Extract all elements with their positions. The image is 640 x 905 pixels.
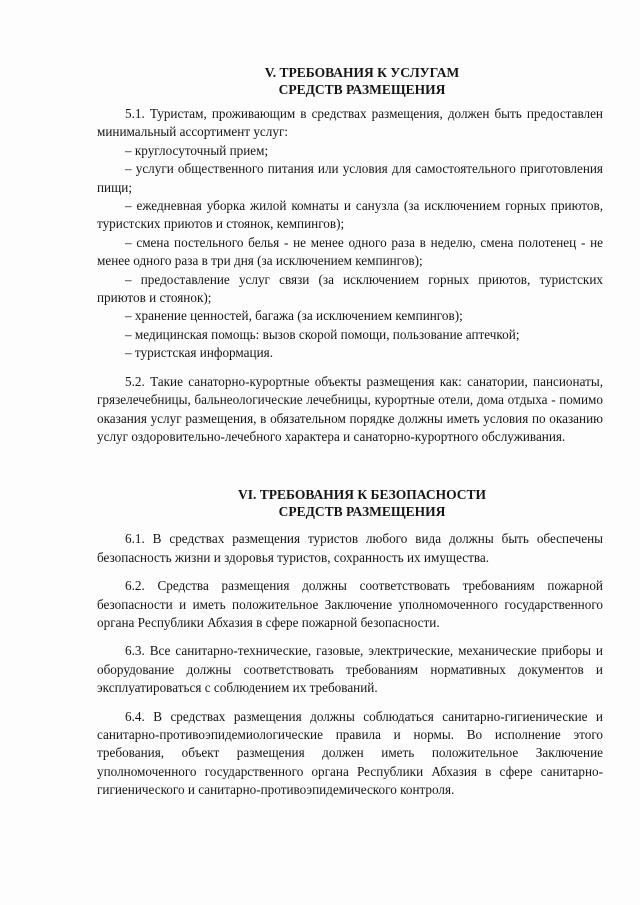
section-6-title-line-2: СРЕДСТВ РАЗМЕЩЕНИЯ	[278, 504, 446, 520]
list-item: – круглосуточный прием;	[125, 142, 269, 158]
list-item: – медицинская помощь: вызов скорой помощи, пользование аптечкой;	[125, 326, 520, 342]
section-5-title-line-1: V. ТРЕБОВАНИЯ К УСЛУГАМ	[264, 65, 460, 80]
document-page	[97, 64, 603, 800]
list-item: – услуги общественного питания или условия для самостоятельного приготовления пищи;	[97, 161, 603, 195]
paragraph-6-3: 6.3. Все санитарно-технические, газовые, электрические, механические приборы и оборудование должны соответствовать требованиям нормативных документов и эксплуатироваться с соблюдением их требований.	[97, 643, 603, 696]
list-item: – ежедневная уборка жилой комнаты и санузла (за исключением горных приютов, туристских приютов и стоянок, кемпингов);	[97, 198, 603, 232]
paragraph-5-2: 5.2. Такие санаторно-курортные объекты размещения как: санатории, пансионаты, грязелечебницы, бальнеологические лечебницы, курортные отели, дома отдыха - помимо оказания услуг размещения, в обязательном порядке должны иметь условия по оказанию услуг оздоровительно-лечебного характера и санаторно-курортного обслуживания.	[97, 373, 603, 444]
section-5	[97, 64, 603, 446]
list-item: – предоставление услуг связи (за исключением горных приютов, туристских приютов и стоянок);	[97, 271, 603, 306]
list-item: – туристская информация.	[125, 345, 274, 361]
section-6	[97, 486, 603, 799]
list-item: – хранение ценностей, багажа (за исключением кемпингов);	[125, 308, 463, 324]
paragraph-6-2: 6.2. Средства размещения должны соответствовать требованиям пожарной безопасности и иметь положительное Заключение уполномоченного государственного органа Республики Абхазия в сфере пожарной безопасности.	[97, 578, 603, 630]
paragraph-6-1: 6.1. В средствах размещения туристов любого вида должны быть обеспечены безопасность жизни и здоровья туристов, сохранность их имущества.	[97, 531, 603, 565]
section-5-title-line-2: СРЕДСТВ РАЗМЕЩЕНИЯ	[278, 82, 446, 97]
paragraph-5-1: 5.1. Туристам, проживающим в средствах размещения, должен быть предоставлен минимальный ассортимент услуг:	[97, 106, 603, 140]
section-6-title-line-1: VI. ТРЕБОВАНИЯ К БЕЗОПАСНОСТИ	[237, 487, 486, 503]
list-item: – смена постельного белья - не менее одного раза в неделю, смена полотенец - не менее одного раза в три дня (за исключением кемпингов);	[97, 234, 603, 269]
paragraph-6-4: 6.4. В средствах размещения должны соблюдаться санитарно-гигиенические и санитарно-противоэпидемиологические правила и нормы. Во исполнение этого требования, объект размещения должен иметь положительное Заключение уполномоченного государственного органа Республики Абхазия в сфере санитарно-гигиенического и санитарно-противоэпидемического контроля.	[97, 708, 603, 798]
